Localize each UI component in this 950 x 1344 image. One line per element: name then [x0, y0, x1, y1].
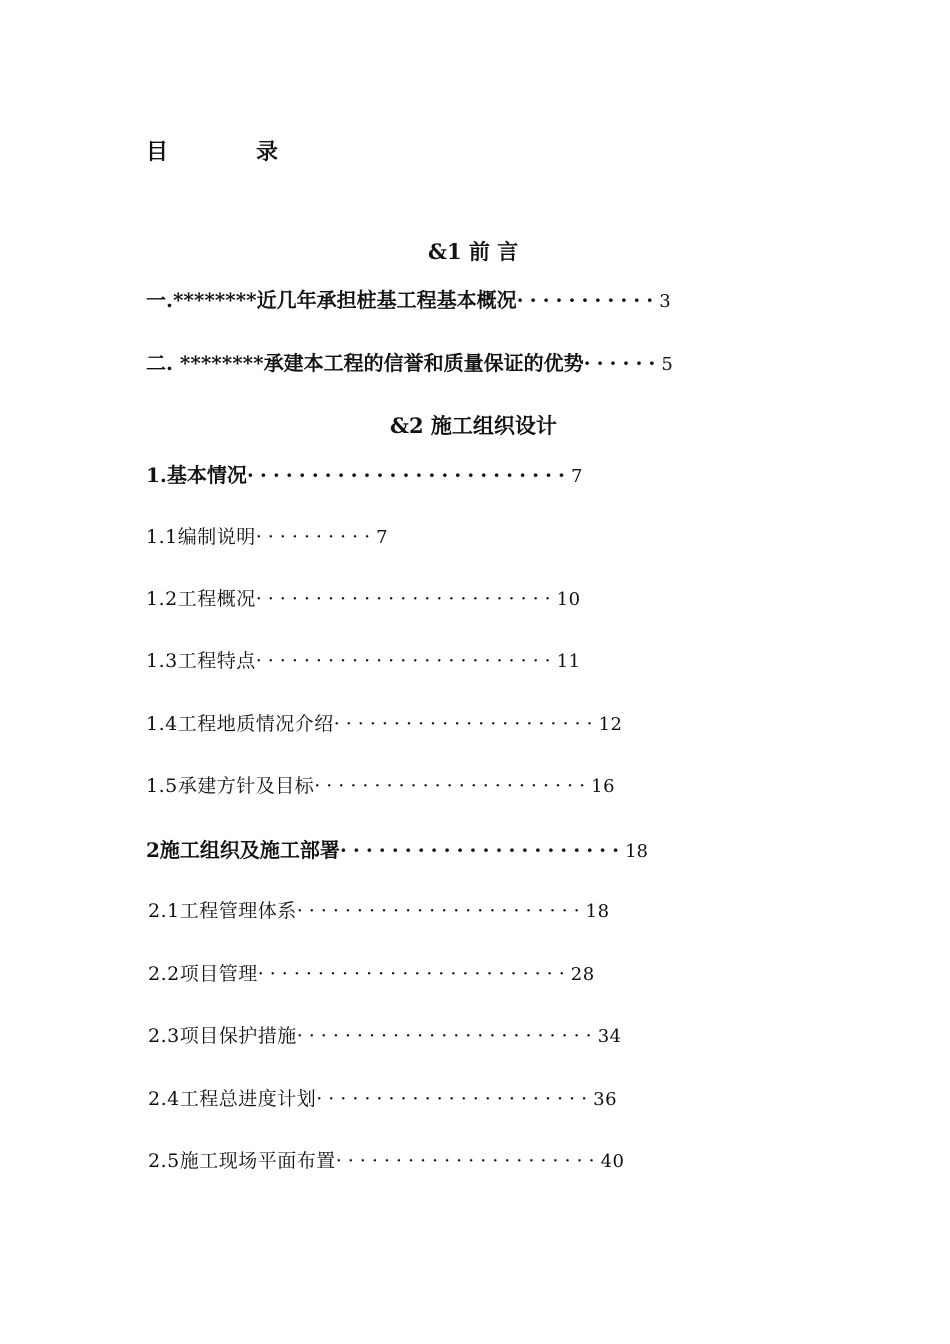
toc-entry-page: 12 — [598, 714, 623, 735]
toc-entry[interactable] — [148, 1152, 625, 1171]
toc-entry-text: 1.2工程概况 — [146, 588, 256, 610]
section-heading-construction-design: &2 施工组织设计 — [390, 413, 557, 438]
toc-entry-page: 7 — [570, 466, 583, 487]
toc-entry-text: 2.5施工现场平面布置 — [148, 1150, 336, 1172]
toc-entry-text: 2.3项目保护措施 — [148, 1025, 297, 1047]
toc-entry-leader: ·························· — [257, 963, 571, 985]
toc-entry-leader: ··········· — [516, 288, 660, 312]
toc-entry-page: 7 — [376, 527, 389, 548]
toc-entry-page: 3 — [659, 291, 671, 312]
toc-entry-leader: ························· — [255, 650, 557, 672]
toc-entry-page: 18 — [625, 841, 649, 862]
toc-entry-leader: ·········· — [255, 526, 377, 548]
toc-entry-page: 18 — [585, 901, 610, 922]
toc-entry-text: 一.********近几年承担桩基工程基本概况 — [146, 288, 517, 312]
toc-entry-leader: ························ — [296, 900, 586, 922]
toc-entry[interactable] — [146, 353, 673, 374]
toc-entry-page: 10 — [556, 589, 581, 610]
toc-entry[interactable] — [146, 465, 582, 486]
toc-entry-text: 1.3工程特点 — [146, 650, 256, 672]
toc-entry-page: 11 — [556, 651, 581, 672]
toc-entry[interactable] — [146, 840, 648, 861]
toc-entry-text: 2.1工程管理体系 — [148, 900, 297, 922]
toc-entry-leader: ························· — [296, 1025, 598, 1047]
toc-entry[interactable] — [146, 652, 581, 671]
toc-entry[interactable] — [146, 528, 388, 547]
toc-entry[interactable] — [146, 715, 623, 734]
toc-title-char-2: 录 — [256, 139, 279, 165]
toc-entry-page: 5 — [661, 354, 673, 375]
toc-entry[interactable] — [148, 1027, 622, 1046]
toc-entry-leader: ······················· — [314, 775, 592, 797]
toc-entry-page: 40 — [600, 1151, 625, 1172]
section-heading-preface: &1 前 言 — [428, 239, 519, 264]
toc-entry-page: 36 — [593, 1089, 618, 1110]
toc-entry-text: 二. ********承建本工程的信誉和质量保证的优势 — [146, 351, 584, 375]
toc-entry-leader: ······················· — [316, 1088, 594, 1110]
toc-entry-text: 2.2项目管理 — [148, 963, 258, 985]
toc-entry-text: 1.基本情况 — [146, 463, 247, 487]
toc-entry-text: 1.4工程地质情况介绍 — [146, 713, 334, 735]
toc-entry-leader: ························· — [255, 588, 557, 610]
toc-entry-leader: ························· — [246, 463, 571, 487]
toc-entry[interactable] — [146, 590, 581, 609]
toc-entry-text: 1.1编制说明 — [146, 526, 256, 548]
toc-entry-leader: ······ — [583, 351, 662, 375]
toc-entry[interactable] — [148, 902, 610, 921]
toc-entry-text: 2.4工程总进度计划 — [148, 1088, 317, 1110]
toc-entry-page: 28 — [570, 964, 595, 985]
toc-entry-page: 16 — [591, 776, 616, 797]
toc-entry-text: 1.5承建方针及目标 — [146, 775, 315, 797]
toc-entry[interactable] — [148, 1090, 617, 1109]
toc-entry-text: 2施工组织及施工部署 — [146, 838, 340, 862]
toc-entry[interactable] — [146, 777, 615, 796]
toc-title-char-1: 目 — [146, 139, 169, 165]
toc-entry[interactable] — [146, 290, 671, 311]
toc-entry-leader: ······················ — [333, 713, 599, 735]
toc-entry-page: 34 — [597, 1026, 622, 1047]
toc-entry-leader: ······················ — [339, 838, 626, 862]
toc-entry[interactable] — [148, 965, 595, 984]
toc-entry-leader: ······················ — [335, 1150, 601, 1172]
